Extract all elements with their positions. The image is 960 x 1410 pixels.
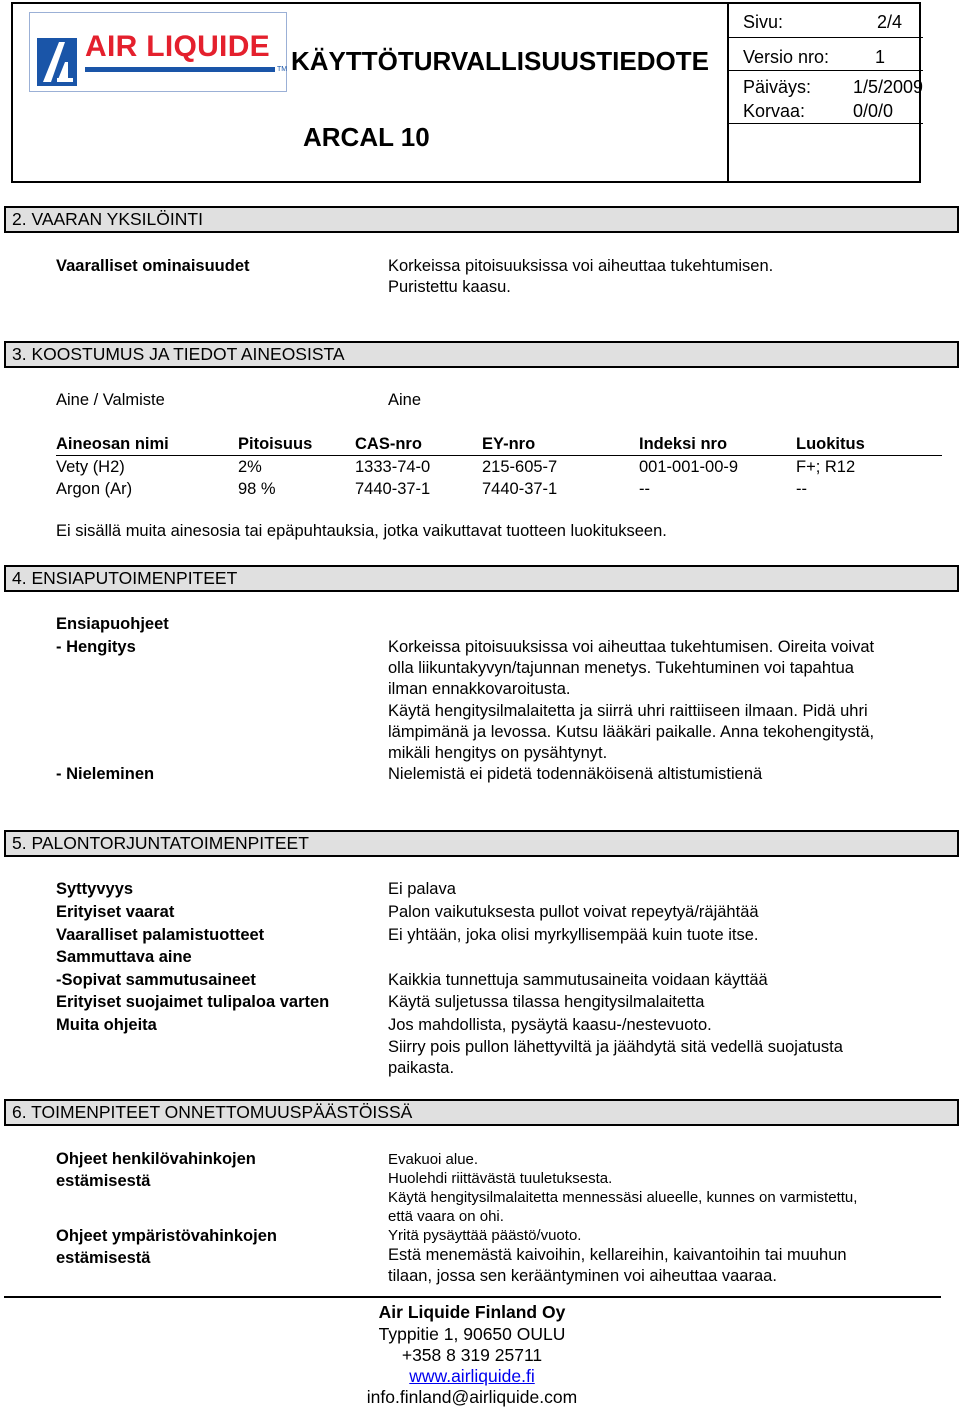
table-header-rule xyxy=(56,455,942,456)
meta-version-label: Versio nro: xyxy=(743,47,830,67)
s6-personal-line: Yritä pysäyttää päästö/vuoto. xyxy=(388,1227,582,1244)
footer-address: Typpitie 1, 90650 OULU xyxy=(378,1324,566,1344)
table-cell: Vety (H2) xyxy=(56,458,125,476)
s5-extra-line: Siirry pois pullon lähettyviltä ja jäähdytä sitä vedellä suojatusta xyxy=(388,1038,843,1056)
meta-page-label: Sivu: xyxy=(743,12,784,32)
table-cell: -- xyxy=(639,480,650,498)
logo-underline xyxy=(85,67,275,72)
section-4-title: 4. ENSIAPUTOIMENPITEET xyxy=(4,565,959,592)
footer-divider xyxy=(4,1296,941,1298)
table-header-cell: Luokitus xyxy=(796,435,865,453)
meta-date-value: 1/5/2009 xyxy=(853,77,924,97)
footer-website xyxy=(0,1366,944,1387)
website-link[interactable]: www.airliquide.fi xyxy=(409,1366,535,1386)
s3-type-label: Aine / Valmiste xyxy=(56,391,165,409)
meta-divider xyxy=(729,123,923,124)
s5-value: Ei palava xyxy=(388,880,456,898)
table-cell: 1333-74-0 xyxy=(355,458,431,476)
table-cell: 2% xyxy=(238,458,262,476)
document-header xyxy=(11,2,924,183)
s6-environmental-label: estämisestä xyxy=(56,1249,151,1267)
s5-value: Käytä suljetussa tilassa hengitysilmalaitetta xyxy=(388,993,705,1011)
s4-inhalation-line: ilman ennakkovaroitusta. xyxy=(388,680,571,698)
s3-type-value: Aine xyxy=(388,391,422,409)
section-5-title: 5. PALONTORJUNTATOIMENPITEET xyxy=(4,830,959,857)
meta-replaces-value: 0/0/0 xyxy=(853,101,894,121)
logo-wordmark: AIR LIQUIDE xyxy=(85,30,270,63)
s5-value: Jos mahdollista, pysäytä kaasu-/nestevuoto. xyxy=(388,1016,712,1034)
table-header-cell: Pitoisuus xyxy=(238,435,313,453)
s6-personal-line: Käytä hengitysilmalaitetta mennessäsi alueelle, kunnes on varmistettu, xyxy=(388,1189,858,1206)
s6-environmental-label: Ohjeet ympäristövahinkojen xyxy=(56,1227,277,1245)
s6-personal-line: Evakuoi alue. xyxy=(388,1151,479,1168)
table-cell: Argon (Ar) xyxy=(56,480,133,498)
s2-hazard-line: Korkeissa pitoisuuksissa voi aiheuttaa tukehtumisen. xyxy=(388,257,774,275)
s3-note: Ei sisällä muita ainesosia tai epäpuhtauksia, jotka vaikuttavat tuotteen luokitukseen. xyxy=(56,522,667,540)
s4-inhalation-line: mikäli hengitys on pysähtynyt. xyxy=(388,744,608,762)
meta-replaces-label: Korvaa: xyxy=(743,101,806,121)
s6-personal-label: estämisestä xyxy=(56,1172,151,1190)
meta-divider xyxy=(729,70,923,71)
s6-personal-label: Ohjeet henkilövahinkojen xyxy=(56,1150,256,1168)
footer-phone: +358 8 319 25711 xyxy=(401,1345,543,1365)
document-title: KÄYTTÖTURVALLISUUSTIEDOTE xyxy=(291,46,709,76)
s5-extra-line: paikasta. xyxy=(388,1059,455,1077)
s6-environmental-line: tilaan, jossa sen kerääntyminen voi aiheuttaa vaaraa. xyxy=(388,1267,777,1285)
s5-value: Ei yhtään, joka olisi myrkyllisempää kuin tuote itse. xyxy=(388,926,759,944)
s2-hazard-line: Puristettu kaasu. xyxy=(388,278,511,296)
s4-inhalation-label: - Hengitys xyxy=(56,638,136,656)
meta-page-value: 2/4 xyxy=(877,12,903,32)
s4-heading: Ensiapuohjeet xyxy=(56,615,169,633)
s5-label: Erityiset vaarat xyxy=(56,903,175,921)
table-cell: 215-605-7 xyxy=(482,458,558,476)
s5-label: -Sopivat sammutusaineet xyxy=(56,971,256,989)
s4-inhalation-line: olla liikuntakyvyn/tajunnan menetys. Tukehtuminen voi tapahtua xyxy=(388,659,854,677)
s5-label: Muita ohjeita xyxy=(56,1016,157,1034)
s4-inhalation-line: lämpimänä ja levossa. Kutsu lääkäri paikalle. Anna tekohengitystä, xyxy=(388,723,875,741)
meta-date-label: Päiväys: xyxy=(743,77,812,97)
s5-label: Syttyvyys xyxy=(56,880,134,898)
s5-label: Vaaralliset palamistuotteet xyxy=(56,926,265,944)
section-3-title: 3. KOOSTUMUS JA TIEDOT AINEOSISTA xyxy=(4,341,959,368)
s5-value: Palon vaikutuksesta pullot voivat repeytyä/räjähtää xyxy=(388,903,759,921)
air-liquide-logo xyxy=(29,12,287,92)
table-header-cell: EY-nro xyxy=(482,435,536,453)
s4-ingestion-label: - Nieleminen xyxy=(56,765,155,783)
section-2-title: 2. VAARAN YKSILÖINTI xyxy=(4,206,959,233)
section-6-title: 6. TOIMENPITEET ONNETTOMUUSPÄÄSTÖISSÄ xyxy=(4,1099,959,1126)
s5-value: Kaikkia tunnettuja sammutusaineita voidaan käyttää xyxy=(388,971,768,989)
meta-version-value: 1 xyxy=(875,47,886,67)
table-header-cell: Indeksi nro xyxy=(639,435,728,453)
s6-environmental-line: Estä menemästä kaivoihin, kellareihin, kaivantoihin tai muuhun xyxy=(388,1246,847,1264)
table-cell: 98 % xyxy=(238,480,276,498)
table-cell: F+; R12 xyxy=(796,458,856,476)
s4-inhalation-line: Korkeissa pitoisuuksissa voi aiheuttaa tukehtumisen. Oireita voivat xyxy=(388,638,875,656)
meta-divider xyxy=(729,37,923,38)
s4-ingestion-text: Nielemistä ei pidetä todennäköisenä altistumistienä xyxy=(388,765,763,783)
logo-trademark: TM xyxy=(277,66,288,73)
footer-company: Air Liquide Finland Oy xyxy=(378,1302,566,1322)
document-meta xyxy=(727,4,924,181)
product-name: ARCAL 10 xyxy=(303,122,430,152)
s5-label: Sammuttava aine xyxy=(56,948,192,966)
table-cell: -- xyxy=(796,480,807,498)
table-cell: 001-001-00-9 xyxy=(639,458,739,476)
table-cell: 7440-37-1 xyxy=(355,480,431,498)
s4-inhalation-line: Käytä hengitysilmalaitetta ja siirrä uhri raittiiseen ilmaan. Pidä uhri xyxy=(388,702,868,720)
table-header-cell: Aineosan nimi xyxy=(56,435,169,453)
s6-personal-line: Huolehdi riittävästä tuuletuksesta. xyxy=(388,1170,613,1187)
table-header-cell: CAS-nro xyxy=(355,435,422,453)
table-cell: 7440-37-1 xyxy=(482,480,558,498)
air-liquide-emblem-icon xyxy=(37,38,77,86)
s6-personal-line: että vaara on ohi. xyxy=(388,1208,504,1225)
s2-hazard-label: Vaaralliset ominaisuudet xyxy=(56,257,250,275)
footer-email[interactable]: info.finland@airliquide.com xyxy=(366,1387,578,1407)
s5-label: Erityiset suojaimet tulipaloa varten xyxy=(56,993,330,1011)
